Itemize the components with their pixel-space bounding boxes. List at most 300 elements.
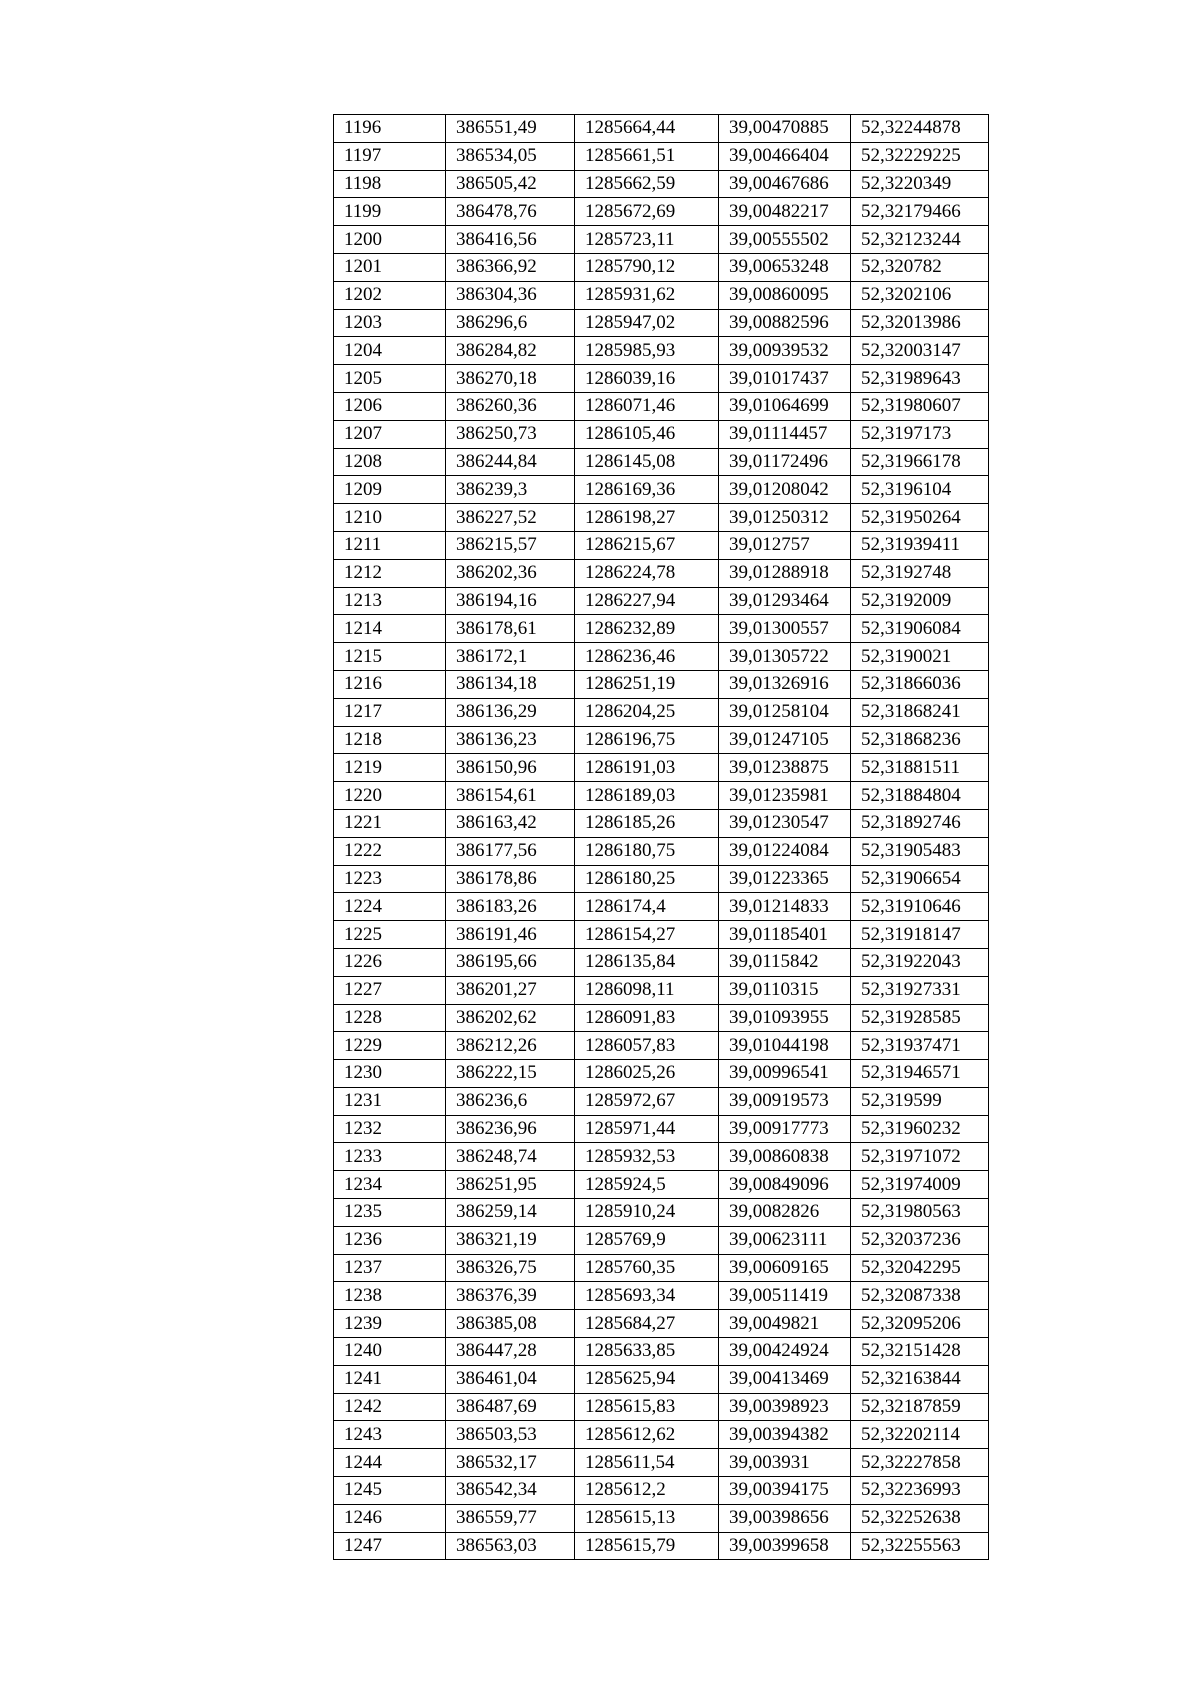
point-number-cell: 1226	[334, 948, 446, 976]
coordinates-table-body	[334, 115, 989, 1560]
y-coordinate-cell: 1285612,62	[575, 1421, 719, 1449]
table-row	[334, 365, 989, 393]
y-coordinate-cell: 1285760,35	[575, 1254, 719, 1282]
latitude-cell: 39,00653248	[719, 253, 851, 281]
x-coordinate-cell: 386154,61	[446, 782, 575, 810]
latitude-cell: 39,00424924	[719, 1338, 851, 1366]
y-coordinate-cell: 1285972,67	[575, 1087, 719, 1115]
table-row	[334, 670, 989, 698]
longitude-cell: 52,31906654	[851, 865, 989, 893]
table-row	[334, 1282, 989, 1310]
y-coordinate-cell: 1286135,84	[575, 948, 719, 976]
y-coordinate-cell: 1286224,78	[575, 559, 719, 587]
longitude-cell: 52,31946571	[851, 1060, 989, 1088]
table-row	[334, 865, 989, 893]
table-row	[334, 142, 989, 170]
longitude-cell: 52,3192748	[851, 559, 989, 587]
point-number-cell: 1220	[334, 782, 446, 810]
longitude-cell: 52,31910646	[851, 893, 989, 921]
y-coordinate-cell: 1285625,94	[575, 1365, 719, 1393]
latitude-cell: 39,00939532	[719, 337, 851, 365]
x-coordinate-cell: 386487,69	[446, 1393, 575, 1421]
x-coordinate-cell: 386244,84	[446, 448, 575, 476]
point-number-cell: 1239	[334, 1310, 446, 1338]
x-coordinate-cell: 386194,16	[446, 587, 575, 615]
latitude-cell: 39,01305722	[719, 643, 851, 671]
table-row	[334, 448, 989, 476]
latitude-cell: 39,01224084	[719, 837, 851, 865]
latitude-cell: 39,01247105	[719, 726, 851, 754]
table-row	[334, 782, 989, 810]
y-coordinate-cell: 1286071,46	[575, 392, 719, 420]
longitude-cell: 52,31868236	[851, 726, 989, 754]
y-coordinate-cell: 1285615,83	[575, 1393, 719, 1421]
longitude-cell: 52,32123244	[851, 226, 989, 254]
latitude-cell: 39,01288918	[719, 559, 851, 587]
latitude-cell: 39,01258104	[719, 698, 851, 726]
x-coordinate-cell: 386542,34	[446, 1477, 575, 1505]
y-coordinate-cell: 1286251,19	[575, 670, 719, 698]
latitude-cell: 39,0082826	[719, 1199, 851, 1227]
longitude-cell: 52,31866036	[851, 670, 989, 698]
point-number-cell: 1214	[334, 615, 446, 643]
table-row	[334, 1504, 989, 1532]
table-row	[334, 504, 989, 532]
table-row	[334, 115, 989, 143]
x-coordinate-cell: 386304,36	[446, 281, 575, 309]
x-coordinate-cell: 386134,18	[446, 670, 575, 698]
latitude-cell: 39,00609165	[719, 1254, 851, 1282]
latitude-cell: 39,00482217	[719, 198, 851, 226]
longitude-cell: 52,31937471	[851, 1032, 989, 1060]
y-coordinate-cell: 1285664,44	[575, 115, 719, 143]
longitude-cell: 52,32255563	[851, 1532, 989, 1560]
longitude-cell: 52,32037236	[851, 1226, 989, 1254]
y-coordinate-cell: 1285611,54	[575, 1449, 719, 1477]
x-coordinate-cell: 386222,15	[446, 1060, 575, 1088]
point-number-cell: 1213	[334, 587, 446, 615]
x-coordinate-cell: 386534,05	[446, 142, 575, 170]
table-row	[334, 1199, 989, 1227]
x-coordinate-cell: 386532,17	[446, 1449, 575, 1477]
table-row	[334, 198, 989, 226]
x-coordinate-cell: 386178,86	[446, 865, 575, 893]
table-row	[334, 1004, 989, 1032]
point-number-cell: 1200	[334, 226, 446, 254]
x-coordinate-cell: 386227,52	[446, 504, 575, 532]
point-number-cell: 1237	[334, 1254, 446, 1282]
longitude-cell: 52,31918147	[851, 921, 989, 949]
latitude-cell: 39,01250312	[719, 504, 851, 532]
longitude-cell: 52,32202114	[851, 1421, 989, 1449]
latitude-cell: 39,003931	[719, 1449, 851, 1477]
point-number-cell: 1196	[334, 115, 446, 143]
y-coordinate-cell: 1286154,27	[575, 921, 719, 949]
table-row	[334, 587, 989, 615]
longitude-cell: 52,32163844	[851, 1365, 989, 1393]
point-number-cell: 1231	[334, 1087, 446, 1115]
table-row	[334, 281, 989, 309]
table-row	[334, 615, 989, 643]
latitude-cell: 39,00398923	[719, 1393, 851, 1421]
point-number-cell: 1235	[334, 1199, 446, 1227]
x-coordinate-cell: 386259,14	[446, 1199, 575, 1227]
latitude-cell: 39,01172496	[719, 448, 851, 476]
latitude-cell: 39,00394382	[719, 1421, 851, 1449]
x-coordinate-cell: 386178,61	[446, 615, 575, 643]
longitude-cell: 52,319599	[851, 1087, 989, 1115]
point-number-cell: 1240	[334, 1338, 446, 1366]
y-coordinate-cell: 1285684,27	[575, 1310, 719, 1338]
table-row	[334, 1393, 989, 1421]
y-coordinate-cell: 1285615,79	[575, 1532, 719, 1560]
latitude-cell: 39,0049821	[719, 1310, 851, 1338]
x-coordinate-cell: 386212,26	[446, 1032, 575, 1060]
x-coordinate-cell: 386321,19	[446, 1226, 575, 1254]
latitude-cell: 39,01235981	[719, 782, 851, 810]
x-coordinate-cell: 386202,36	[446, 559, 575, 587]
table-row	[334, 1032, 989, 1060]
x-coordinate-cell: 386551,49	[446, 115, 575, 143]
point-number-cell: 1211	[334, 531, 446, 559]
point-number-cell: 1209	[334, 476, 446, 504]
y-coordinate-cell: 1286189,03	[575, 782, 719, 810]
table-row	[334, 531, 989, 559]
x-coordinate-cell: 386183,26	[446, 893, 575, 921]
x-coordinate-cell: 386136,23	[446, 726, 575, 754]
y-coordinate-cell: 1285910,24	[575, 1199, 719, 1227]
latitude-cell: 39,00917773	[719, 1115, 851, 1143]
latitude-cell: 39,00399658	[719, 1532, 851, 1560]
point-number-cell: 1219	[334, 754, 446, 782]
y-coordinate-cell: 1285633,85	[575, 1338, 719, 1366]
point-number-cell: 1212	[334, 559, 446, 587]
latitude-cell: 39,01017437	[719, 365, 851, 393]
latitude-cell: 39,00413469	[719, 1365, 851, 1393]
x-coordinate-cell: 386136,29	[446, 698, 575, 726]
longitude-cell: 52,31980563	[851, 1199, 989, 1227]
point-number-cell: 1210	[334, 504, 446, 532]
longitude-cell: 52,31922043	[851, 948, 989, 976]
table-row	[334, 921, 989, 949]
latitude-cell: 39,01293464	[719, 587, 851, 615]
point-number-cell: 1198	[334, 170, 446, 198]
point-number-cell: 1247	[334, 1532, 446, 1560]
latitude-cell: 39,01238875	[719, 754, 851, 782]
y-coordinate-cell: 1286180,75	[575, 837, 719, 865]
latitude-cell: 39,00555502	[719, 226, 851, 254]
x-coordinate-cell: 386150,96	[446, 754, 575, 782]
table-row	[334, 1532, 989, 1560]
x-coordinate-cell: 386326,75	[446, 1254, 575, 1282]
latitude-cell: 39,00623111	[719, 1226, 851, 1254]
y-coordinate-cell: 1286105,46	[575, 420, 719, 448]
y-coordinate-cell: 1286204,25	[575, 698, 719, 726]
latitude-cell: 39,00511419	[719, 1282, 851, 1310]
longitude-cell: 52,32244878	[851, 115, 989, 143]
point-number-cell: 1202	[334, 281, 446, 309]
x-coordinate-cell: 386236,96	[446, 1115, 575, 1143]
point-number-cell: 1236	[334, 1226, 446, 1254]
y-coordinate-cell: 1285769,9	[575, 1226, 719, 1254]
x-coordinate-cell: 386239,3	[446, 476, 575, 504]
longitude-cell: 52,32095206	[851, 1310, 989, 1338]
longitude-cell: 52,3220349	[851, 170, 989, 198]
longitude-cell: 52,31881511	[851, 754, 989, 782]
point-number-cell: 1205	[334, 365, 446, 393]
x-coordinate-cell: 386505,42	[446, 170, 575, 198]
point-number-cell: 1241	[334, 1365, 446, 1393]
x-coordinate-cell: 386260,36	[446, 392, 575, 420]
y-coordinate-cell: 1285924,5	[575, 1171, 719, 1199]
table-row	[334, 253, 989, 281]
latitude-cell: 39,00398656	[719, 1504, 851, 1532]
y-coordinate-cell: 1285947,02	[575, 309, 719, 337]
table-row	[334, 1226, 989, 1254]
longitude-cell: 52,31974009	[851, 1171, 989, 1199]
y-coordinate-cell: 1286232,89	[575, 615, 719, 643]
point-number-cell: 1228	[334, 1004, 446, 1032]
latitude-cell: 39,01223365	[719, 865, 851, 893]
table-row	[334, 337, 989, 365]
point-number-cell: 1225	[334, 921, 446, 949]
table-row	[334, 1143, 989, 1171]
longitude-cell: 52,3197173	[851, 420, 989, 448]
point-number-cell: 1233	[334, 1143, 446, 1171]
point-number-cell: 1204	[334, 337, 446, 365]
x-coordinate-cell: 386461,04	[446, 1365, 575, 1393]
table-row	[334, 476, 989, 504]
longitude-cell: 52,31884804	[851, 782, 989, 810]
table-row	[334, 948, 989, 976]
table-row	[334, 1365, 989, 1393]
table-row	[334, 1115, 989, 1143]
point-number-cell: 1238	[334, 1282, 446, 1310]
x-coordinate-cell: 386559,77	[446, 1504, 575, 1532]
point-number-cell: 1207	[334, 420, 446, 448]
table-row	[334, 1254, 989, 1282]
point-number-cell: 1224	[334, 893, 446, 921]
x-coordinate-cell: 386478,76	[446, 198, 575, 226]
y-coordinate-cell: 1286191,03	[575, 754, 719, 782]
y-coordinate-cell: 1285661,51	[575, 142, 719, 170]
table-row	[334, 1310, 989, 1338]
point-number-cell: 1197	[334, 142, 446, 170]
longitude-cell: 52,3196104	[851, 476, 989, 504]
point-number-cell: 1232	[334, 1115, 446, 1143]
longitude-cell: 52,31971072	[851, 1143, 989, 1171]
table-row	[334, 1421, 989, 1449]
point-number-cell: 1243	[334, 1421, 446, 1449]
point-number-cell: 1215	[334, 643, 446, 671]
y-coordinate-cell: 1286091,83	[575, 1004, 719, 1032]
latitude-cell: 39,00466404	[719, 142, 851, 170]
longitude-cell: 52,31905483	[851, 837, 989, 865]
longitude-cell: 52,31906084	[851, 615, 989, 643]
x-coordinate-cell: 386250,73	[446, 420, 575, 448]
latitude-cell: 39,00467686	[719, 170, 851, 198]
latitude-cell: 39,0115842	[719, 948, 851, 976]
table-row	[334, 170, 989, 198]
latitude-cell: 39,01326916	[719, 670, 851, 698]
coordinates-table	[333, 114, 989, 1560]
x-coordinate-cell: 386284,82	[446, 337, 575, 365]
table-row	[334, 1060, 989, 1088]
longitude-cell: 52,32042295	[851, 1254, 989, 1282]
longitude-cell: 52,31989643	[851, 365, 989, 393]
x-coordinate-cell: 386296,6	[446, 309, 575, 337]
x-coordinate-cell: 386191,46	[446, 921, 575, 949]
latitude-cell: 39,01114457	[719, 420, 851, 448]
latitude-cell: 39,01064699	[719, 392, 851, 420]
point-number-cell: 1208	[334, 448, 446, 476]
table-row	[334, 643, 989, 671]
y-coordinate-cell: 1286236,46	[575, 643, 719, 671]
point-number-cell: 1230	[334, 1060, 446, 1088]
y-coordinate-cell: 1286174,4	[575, 893, 719, 921]
latitude-cell: 39,00996541	[719, 1060, 851, 1088]
table-row	[334, 754, 989, 782]
longitude-cell: 52,32003147	[851, 337, 989, 365]
x-coordinate-cell: 386251,95	[446, 1171, 575, 1199]
y-coordinate-cell: 1286057,83	[575, 1032, 719, 1060]
table-row	[334, 1449, 989, 1477]
point-number-cell: 1229	[334, 1032, 446, 1060]
point-number-cell: 1217	[334, 698, 446, 726]
latitude-cell: 39,01230547	[719, 809, 851, 837]
table-row	[334, 976, 989, 1004]
point-number-cell: 1203	[334, 309, 446, 337]
latitude-cell: 39,00860838	[719, 1143, 851, 1171]
table-row	[334, 837, 989, 865]
latitude-cell: 39,012757	[719, 531, 851, 559]
table-row	[334, 698, 989, 726]
y-coordinate-cell: 1286196,75	[575, 726, 719, 754]
longitude-cell: 52,3202106	[851, 281, 989, 309]
point-number-cell: 1242	[334, 1393, 446, 1421]
latitude-cell: 39,01044198	[719, 1032, 851, 1060]
x-coordinate-cell: 386416,56	[446, 226, 575, 254]
y-coordinate-cell: 1285985,93	[575, 337, 719, 365]
y-coordinate-cell: 1285672,69	[575, 198, 719, 226]
longitude-cell: 52,32227858	[851, 1449, 989, 1477]
table-row	[334, 726, 989, 754]
y-coordinate-cell: 1285931,62	[575, 281, 719, 309]
point-number-cell: 1201	[334, 253, 446, 281]
longitude-cell: 52,31928585	[851, 1004, 989, 1032]
x-coordinate-cell: 386248,74	[446, 1143, 575, 1171]
point-number-cell: 1221	[334, 809, 446, 837]
latitude-cell: 39,01093955	[719, 1004, 851, 1032]
longitude-cell: 52,32252638	[851, 1504, 989, 1532]
x-coordinate-cell: 386563,03	[446, 1532, 575, 1560]
table-row	[334, 1171, 989, 1199]
point-number-cell: 1223	[334, 865, 446, 893]
longitude-cell: 52,31892746	[851, 809, 989, 837]
y-coordinate-cell: 1285790,12	[575, 253, 719, 281]
y-coordinate-cell: 1286227,94	[575, 587, 719, 615]
latitude-cell: 39,01185401	[719, 921, 851, 949]
x-coordinate-cell: 386447,28	[446, 1338, 575, 1366]
point-number-cell: 1206	[334, 392, 446, 420]
y-coordinate-cell: 1285723,11	[575, 226, 719, 254]
y-coordinate-cell: 1286169,36	[575, 476, 719, 504]
longitude-cell: 52,31980607	[851, 392, 989, 420]
point-number-cell: 1227	[334, 976, 446, 1004]
longitude-cell: 52,32087338	[851, 1282, 989, 1310]
latitude-cell: 39,01208042	[719, 476, 851, 504]
y-coordinate-cell: 1285615,13	[575, 1504, 719, 1532]
table-row	[334, 226, 989, 254]
longitude-cell: 52,31960232	[851, 1115, 989, 1143]
x-coordinate-cell: 386201,27	[446, 976, 575, 1004]
x-coordinate-cell: 386177,56	[446, 837, 575, 865]
x-coordinate-cell: 386503,53	[446, 1421, 575, 1449]
y-coordinate-cell: 1286145,08	[575, 448, 719, 476]
table-row	[334, 893, 989, 921]
longitude-cell: 52,3190021	[851, 643, 989, 671]
point-number-cell: 1199	[334, 198, 446, 226]
y-coordinate-cell: 1285612,2	[575, 1477, 719, 1505]
longitude-cell: 52,32236993	[851, 1477, 989, 1505]
y-coordinate-cell: 1285662,59	[575, 170, 719, 198]
y-coordinate-cell: 1286039,16	[575, 365, 719, 393]
table-row	[334, 420, 989, 448]
x-coordinate-cell: 386236,6	[446, 1087, 575, 1115]
x-coordinate-cell: 386215,57	[446, 531, 575, 559]
x-coordinate-cell: 386195,66	[446, 948, 575, 976]
table-row	[334, 1477, 989, 1505]
x-coordinate-cell: 386366,92	[446, 253, 575, 281]
x-coordinate-cell: 386270,18	[446, 365, 575, 393]
y-coordinate-cell: 1286185,26	[575, 809, 719, 837]
y-coordinate-cell: 1286198,27	[575, 504, 719, 532]
latitude-cell: 39,00849096	[719, 1171, 851, 1199]
y-coordinate-cell: 1285932,53	[575, 1143, 719, 1171]
point-number-cell: 1246	[334, 1504, 446, 1532]
latitude-cell: 39,00919573	[719, 1087, 851, 1115]
x-coordinate-cell: 386385,08	[446, 1310, 575, 1338]
longitude-cell: 52,31927331	[851, 976, 989, 1004]
longitude-cell: 52,31950264	[851, 504, 989, 532]
y-coordinate-cell: 1285693,34	[575, 1282, 719, 1310]
longitude-cell: 52,31939411	[851, 531, 989, 559]
latitude-cell: 39,0110315	[719, 976, 851, 1004]
table-row	[334, 559, 989, 587]
latitude-cell: 39,01214833	[719, 893, 851, 921]
y-coordinate-cell: 1286180,25	[575, 865, 719, 893]
table-row	[334, 809, 989, 837]
x-coordinate-cell: 386376,39	[446, 1282, 575, 1310]
point-number-cell: 1218	[334, 726, 446, 754]
longitude-cell: 52,31966178	[851, 448, 989, 476]
longitude-cell: 52,32179466	[851, 198, 989, 226]
table-row	[334, 392, 989, 420]
latitude-cell: 39,00882596	[719, 309, 851, 337]
longitude-cell: 52,31868241	[851, 698, 989, 726]
table-row	[334, 309, 989, 337]
point-number-cell: 1245	[334, 1477, 446, 1505]
y-coordinate-cell: 1286025,26	[575, 1060, 719, 1088]
x-coordinate-cell: 386172,1	[446, 643, 575, 671]
table-row	[334, 1087, 989, 1115]
point-number-cell: 1216	[334, 670, 446, 698]
point-number-cell: 1234	[334, 1171, 446, 1199]
y-coordinate-cell: 1285971,44	[575, 1115, 719, 1143]
point-number-cell: 1222	[334, 837, 446, 865]
x-coordinate-cell: 386202,62	[446, 1004, 575, 1032]
longitude-cell: 52,32229225	[851, 142, 989, 170]
